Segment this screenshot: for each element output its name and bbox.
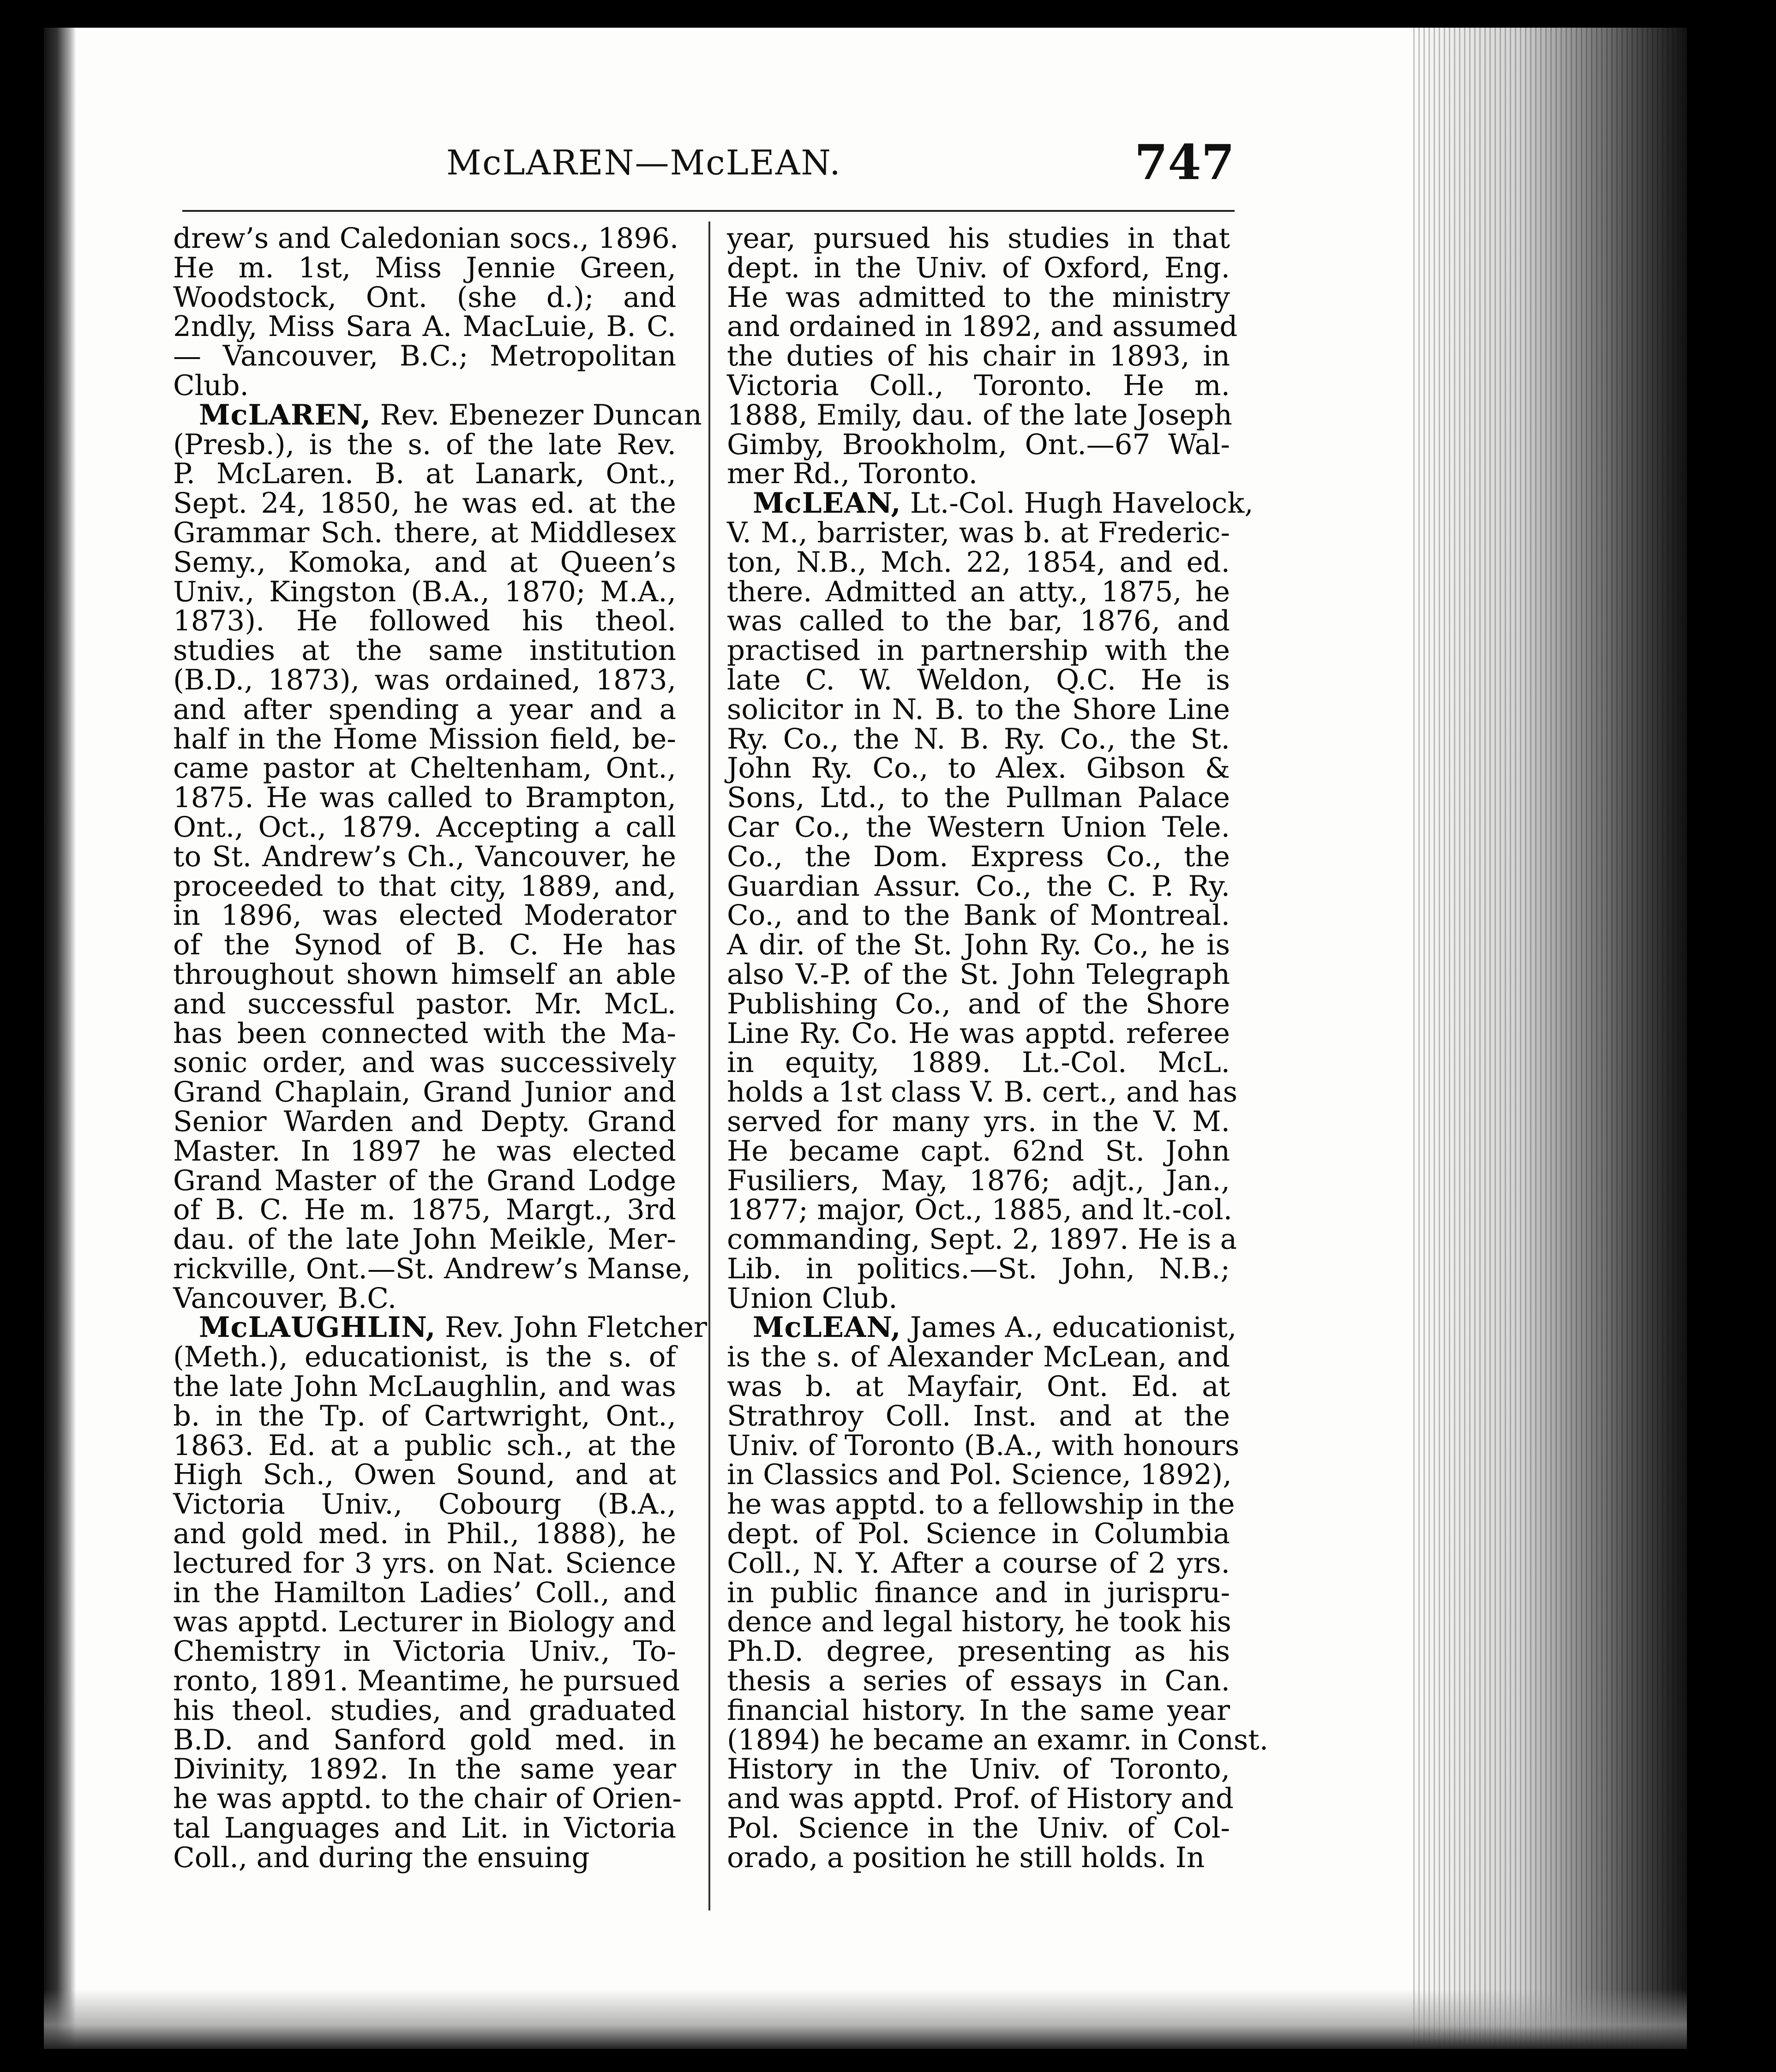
entry-headword: McLAREN, [199,398,372,431]
text-line: Semy., Komoka, and at Queen’s [173,545,676,579]
text-line: tal Languages and Lit. in Victoria [173,1812,676,1845]
text-line: orado, a position he still holds. In [727,1841,1205,1874]
text-line: (Presb.), is the s. of the late Rev. [173,428,676,461]
text-line: Coll., N. Y. After a course of 2 yrs. [727,1546,1230,1580]
text-line: B.D. and Sanford gold med. in [173,1723,676,1756]
text-line: Fusiliers, May, 1876; adjt., Jan., [727,1164,1230,1197]
text-line: 2ndly, Miss Sara A. MacLuie, B. C. [173,310,676,343]
text-line: Woodstock, Ont. (she d.); and [173,281,676,314]
text-line: was b. at Mayfair, Ont. Ed. at [727,1370,1230,1403]
text-line: (Meth.), educationist, is the s. of [173,1341,676,1374]
text-line: proceeded to that city, 1889, and, [173,869,676,903]
text-line: also V.-P. of the St. John Telegraph [727,958,1230,991]
entry-headword: McLEAN, [753,1311,901,1344]
paragraph [727,222,1238,491]
text-line: Line Ry. Co. He was apptd. referee [727,1017,1230,1050]
text-line: was called to the bar, 1876, and [727,605,1230,638]
text-line: sonic order, and was successively [173,1046,676,1079]
text-line: served for many yrs. in the V. M. [727,1105,1230,1138]
text-line: and successful pastor. Mr. McL. [173,987,676,1020]
paragraph [727,1311,1269,1874]
scanned-page [44,28,1687,2049]
text-line: is the s. of Alexander McLean, and [727,1341,1230,1374]
text-line: and ordained in 1892, and assumed [727,310,1238,343]
text-line: the late John McLaughlin, and was [173,1370,676,1403]
text-line: Univ., Kingston (B.A., 1870; M.A., [173,575,676,608]
text-line: lectured for 3 yrs. on Nat. Science [173,1546,676,1580]
text-line: 1863. Ed. at a public sch., at the [173,1429,676,1462]
text-line: Master. In 1897 he was elected [173,1134,676,1168]
text-line: holds a 1st class V. B. cert., and has [727,1076,1238,1109]
text-line: Ry. Co., the N. B. Ry. Co., the St. [727,722,1230,755]
text-line: commanding, Sept. 2, 1897. He is a [727,1223,1237,1256]
text-line: McLAUGHLIN, Rev. John Fletcher [199,1311,708,1344]
text-line: Club. [173,369,249,402]
column-divider [708,222,710,1910]
text-line: McLEAN, Lt.-Col. Hugh Havelock, [753,487,1254,520]
text-line: of B. C. He m. 1875, Margt., 3rd [173,1193,676,1227]
right-column [727,222,1269,1874]
text-line: in Classics and Pol. Science, 1892), [727,1458,1232,1491]
text-line: He was admitted to the ministry [727,281,1230,314]
text-line: Guardian Assur. Co., the C. P. Ry. [727,869,1230,903]
text-line: High Sch., Owen Sound, and at [173,1458,676,1491]
text-line: in equity, 1889. Lt.-Col. McL. [727,1046,1230,1079]
text-line: Lib. in politics.—St. John, N.B.; [727,1252,1230,1285]
text-line: mer Rd., Toronto. [727,457,978,491]
page-edge-bottom [44,1989,1687,2049]
paragraph [173,222,679,402]
text-line: Co., and to the Bank of Montreal. [727,899,1230,932]
text-line: Chemistry in Victoria Univ., To- [173,1635,676,1668]
text-line: ton, N.B., Mch. 22, 1854, and ed. [727,545,1230,579]
text-line: came pastor at Cheltenham, Ont., [173,752,676,785]
text-line: to St. Andrew’s Ch., Vancouver, he [173,840,676,873]
text-line: Publishing Co., and of the Shore [727,987,1230,1020]
text-line: (B.D., 1873), was ordained, 1873, [173,663,676,696]
text-line: and gold med. in Phil., 1888), he [173,1517,676,1551]
page-edge-right [1410,28,1687,2049]
paragraph [173,398,702,1315]
text-line: Sons, Ltd., to the Pullman Palace [727,781,1230,814]
paragraph [173,1311,708,1874]
text-line: of the Synod of B. C. He has [173,928,676,962]
text-line: his theol. studies, and graduated [173,1694,676,1727]
text-line: half in the Home Mission field, be- [173,722,676,755]
text-line: Ph.D. degree, presenting as his [727,1635,1230,1668]
running-head: McLAREN—McLEAN. [446,143,841,183]
text-line: Victoria Coll., Toronto. He m. [727,369,1230,402]
text-line: rickville, Ont.—St. Andrew’s Manse, [173,1252,691,1285]
text-line: Senior Warden and Depty. Grand [173,1105,676,1138]
text-line: in the Hamilton Ladies’ Coll., and [173,1576,676,1609]
text-line: Car Co., the Western Union Tele. [727,810,1230,844]
text-line: he was apptd. to the chair of Orien- [173,1782,682,1815]
text-line: Grammar Sch. there, at Middlesex [173,516,676,549]
text-line: has been connected with the Ma- [173,1017,676,1050]
text-line: Univ. of Toronto (B.A., with honours [727,1429,1240,1462]
text-line: was apptd. Lecturer in Biology and [173,1605,676,1639]
text-line: solicitor in N. B. to the Shore Line [727,693,1230,726]
text-line: V. M., barrister, was b. at Frederic- [727,516,1230,549]
text-line: Strathroy Coll. Inst. and at the [727,1399,1230,1432]
text-line: throughout shown himself an able [173,958,676,991]
text-line: 1873). He followed his theol. [173,605,676,638]
left-column [173,222,708,1874]
text-line: studies at the same institution [173,634,676,667]
text-line: 1877; major, Oct., 1885, and lt.-col. [727,1193,1233,1227]
text-line: P. McLaren. B. at Lanark, Ont., [173,457,676,491]
text-line: Divinity, 1892. In the same year [173,1753,676,1786]
header-rule [182,210,1235,212]
text-line: and after spending a year and a [173,693,676,726]
text-line: there. Admitted an atty., 1875, he [727,575,1230,608]
text-line: Union Club. [727,1282,898,1315]
entry-headword: McLAUGHLIN, [199,1311,436,1344]
entry-headword: McLEAN, [753,487,901,520]
text-line: dept. in the Univ. of Oxford, Eng. [727,251,1230,284]
text-line: thesis a series of essays in Can. [727,1665,1230,1698]
page-number: 747 [1134,134,1235,191]
text-line: Victoria Univ., Cobourg (B.A., [173,1488,676,1521]
text-line: financial history. In the same year [727,1694,1230,1727]
text-line: dence and legal history, he took his [727,1605,1231,1639]
text-line: Grand Chaplain, Grand Junior and [173,1076,676,1109]
paragraph [727,487,1254,1315]
text-line: Co., the Dom. Express Co., the [727,840,1230,873]
text-line: in 1896, was elected Moderator [173,899,676,932]
text-line: 1888, Emily, dau. of the late Joseph [727,398,1232,431]
text-line: dau. of the late John Meikle, Mer- [173,1223,676,1256]
text-line: McLEAN, James A., educationist, [753,1311,1237,1344]
text-line: year, pursued his studies in that [727,222,1230,255]
text-line: practised in partnership with the [727,634,1230,667]
text-line: He became capt. 62nd St. John [727,1134,1230,1168]
text-line: he was apptd. to a fellowship in the [727,1488,1235,1521]
text-line: Ont., Oct., 1879. Accepting a call [173,810,676,844]
text-line: dept. of Pol. Science in Columbia [727,1517,1230,1551]
text-line: b. in the Tp. of Cartwright, Ont., [173,1399,676,1432]
text-line: ronto, 1891. Meantime, he pursued [173,1665,680,1698]
text-line: drew’s and Caledonian socs., 1896. [173,222,679,255]
text-line: late C. W. Weldon, Q.C. He is [727,663,1230,696]
text-line: Pol. Science in the Univ. of Col- [727,1812,1230,1845]
text-line: and was apptd. Prof. of History and [727,1782,1234,1815]
text-line: He m. 1st, Miss Jennie Green, [173,251,676,284]
text-line: History in the Univ. of Toronto, [727,1753,1230,1786]
text-line: Vancouver, B.C. [173,1282,397,1315]
text-line: A dir. of the St. John Ry. Co., he is [727,928,1230,962]
text-line: 1875. He was called to Brampton, [173,781,676,814]
text-line: John Ry. Co., to Alex. Gibson & [727,752,1230,785]
text-line: Gimby, Brookholm, Ont.—67 Wal- [727,428,1230,461]
text-line: Sept. 24, 1850, he was ed. at the [173,487,676,520]
text-line: in public finance and in jurispru- [727,1576,1230,1609]
text-line: Grand Master of the Grand Lodge [173,1164,676,1197]
binding-shadow [44,28,76,2049]
text-line: McLAREN, Rev. Ebenezer Duncan [199,398,702,431]
text-line: the duties of his chair in 1893, in [727,340,1230,373]
text-line: — Vancouver, B.C.; Metropolitan [173,340,676,373]
text-line: Coll., and during the ensuing [173,1841,590,1874]
page-header [182,134,1235,212]
text-line: (1894) he became an examr. in Const. [727,1723,1269,1756]
